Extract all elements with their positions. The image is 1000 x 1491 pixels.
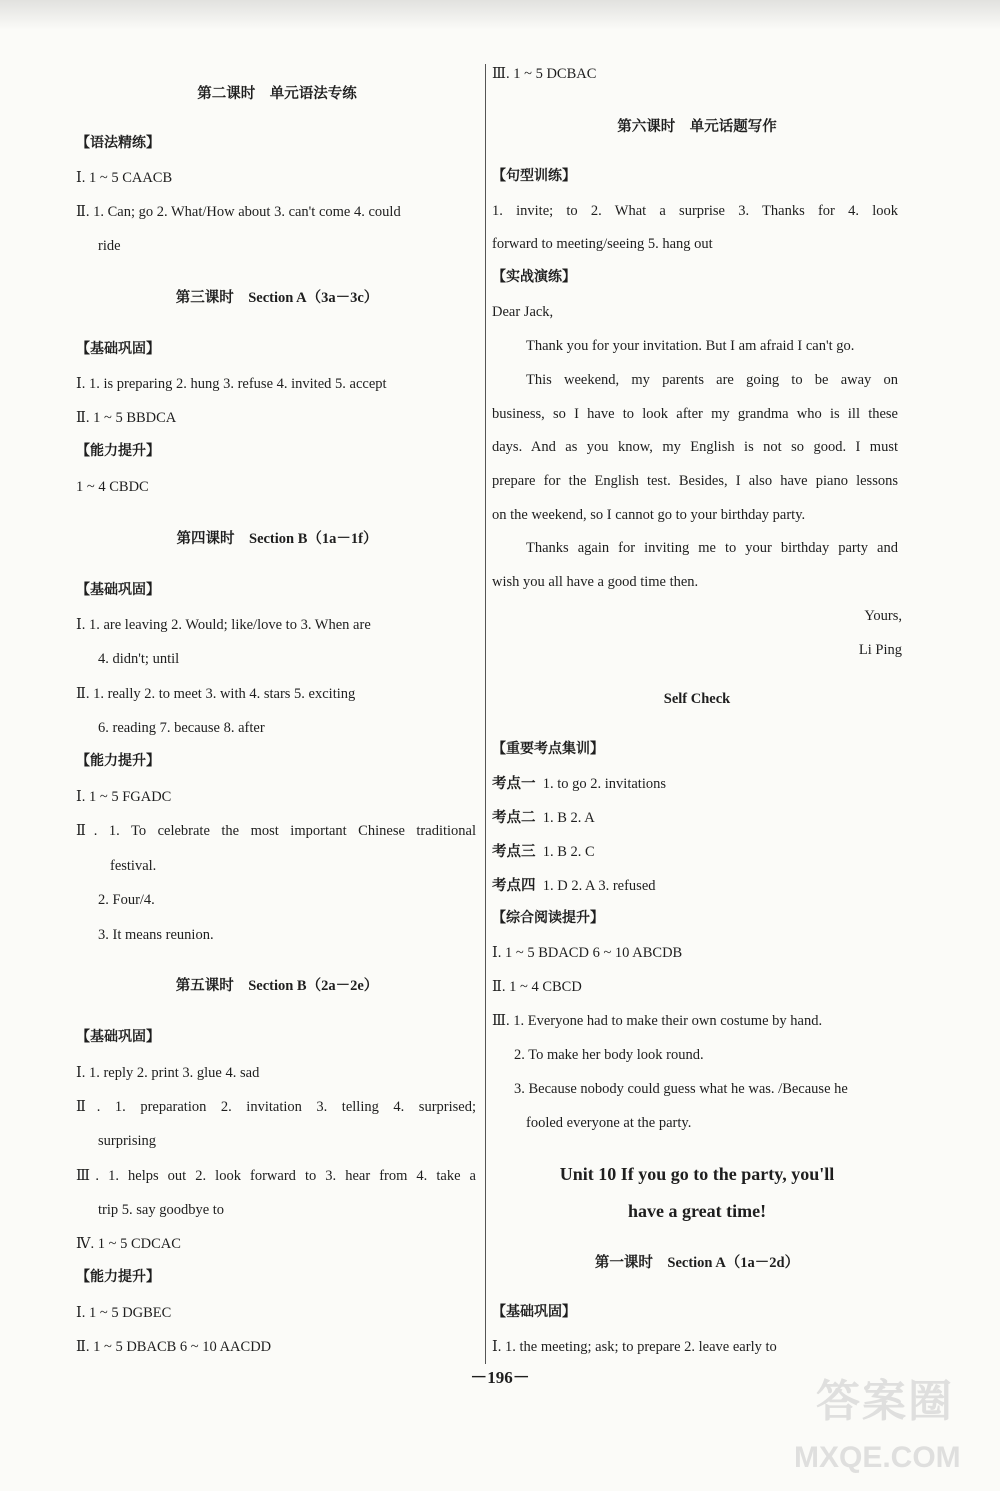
section-tag: 【基础巩固】 <box>76 1030 160 1045</box>
answer-line: Ⅲ. 1. helps out 2. look forward to 3. hear from 4. take a <box>76 1168 476 1184</box>
answer-line: Ⅳ. 1 ~ 5 CDCAC <box>76 1236 181 1252</box>
key-point-answers: 1. D 2. A 3. refused <box>542 878 656 894</box>
lesson-heading: 第一课时 Section A（1a－2d） <box>594 1255 800 1271</box>
letter-line: Thank you for your invitation. But I am afraid I can't go. <box>526 338 855 354</box>
key-point-answers: 1. B 2. C <box>542 844 595 860</box>
answer-line <box>492 842 595 862</box>
watermark-text: 答案圈 <box>816 1377 954 1426</box>
answer-line: surprising <box>98 1133 156 1149</box>
answer-line: 6. reading 7. because 8. after <box>98 720 265 736</box>
answer-line: 2. Four/4. <box>98 892 155 908</box>
answer-line: Ⅱ. 1 ~ 5 DBACB 6 ~ 10 AACDD <box>76 1339 272 1355</box>
answer-line: Ⅱ. 1. Can; go 2. What/How about 3. can't come 4. could <box>76 204 401 220</box>
column-divider <box>485 64 486 1364</box>
answer-line: 3. It means reunion. <box>98 927 214 943</box>
key-point-label: 考点二 <box>492 810 536 826</box>
answer-line: festival. <box>110 858 157 874</box>
section-tag: 【重要考点集训】 <box>492 742 604 757</box>
letter-line: on the weekend, so I cannot go to your birthday party. <box>492 507 806 523</box>
answer-line: fooled everyone at the party. <box>526 1115 692 1131</box>
section-tag: 【能力提升】 <box>76 444 160 459</box>
watermark-url: MXQE.COM <box>794 1441 961 1474</box>
section-tag: 【基础巩固】 <box>76 342 160 357</box>
answer-line <box>492 774 666 794</box>
lesson-heading: 第二课时 单元语法专练 <box>197 86 357 102</box>
answer-line: Ⅰ. 1 ~ 5 CAACB <box>76 170 173 186</box>
answer-line: Ⅰ. 1. reply 2. print 3. glue 4. sad <box>76 1065 260 1081</box>
answer-line: 1 ~ 4 CBDC <box>76 479 149 495</box>
answer-line <box>492 876 656 896</box>
answer-line: ride <box>98 238 121 254</box>
letter-line: days. And as you know, my English is not so good. I must <box>492 439 898 455</box>
section-tag: 【能力提升】 <box>76 754 160 769</box>
key-point-label: 考点四 <box>492 878 536 894</box>
answer-line: Ⅱ. 1 ~ 5 BBDCA <box>76 410 177 426</box>
page-number: －196－ <box>470 1368 530 1387</box>
answer-line: Ⅰ. 1 ~ 5 BDACD 6 ~ 10 ABCDB <box>492 945 683 961</box>
letter-line: wish you all have a good time then. <box>492 574 699 590</box>
key-point-label: 考点三 <box>492 844 536 860</box>
key-point-answers: 1. B 2. A <box>542 810 595 826</box>
scan-shadow <box>0 0 1000 30</box>
answer-line: Ⅲ. 1 ~ 5 DCBAC <box>492 66 597 82</box>
answer-line: trip 5. say goodbye to <box>98 1202 225 1218</box>
answer-line: 3. Because nobody could guess what he was. /Because he <box>514 1081 848 1097</box>
section-tag: 【句型训练】 <box>492 169 576 184</box>
answer-line: Ⅰ. 1 ~ 5 DGBEC <box>76 1305 172 1321</box>
section-tag: 【基础巩固】 <box>76 583 160 598</box>
section-tag: 【语法精练】 <box>76 136 160 151</box>
section-tag: 【能力提升】 <box>76 1270 160 1285</box>
answer-line: Ⅱ. 1 ~ 4 CBCD <box>492 979 582 995</box>
answer-line: Ⅱ. 1. really 2. to meet 3. with 4. stars 5. exciting <box>76 686 356 702</box>
lesson-heading: 第六课时 单元话题写作 <box>617 119 777 135</box>
letter-closing: Yours, <box>864 608 902 624</box>
letter-line: This weekend, my parents are going to be away on <box>526 372 898 388</box>
letter-line: business, so I have to look after my grandma who is ill these <box>492 406 898 422</box>
letter-greeting: Dear Jack, <box>492 304 554 320</box>
answer-line: Ⅱ. 1. preparation 2. invitation 3. telling 4. surprised; <box>76 1099 476 1115</box>
answer-line <box>492 808 595 828</box>
letter-signature: Li Ping <box>858 642 902 658</box>
answer-line: 2. To make her body look round. <box>514 1047 704 1063</box>
watermark-logo <box>794 1365 974 1475</box>
unit-title: have a great time! <box>627 1201 767 1221</box>
lesson-heading: 第五课时 Section B（2a－2e） <box>175 978 379 994</box>
lesson-heading: 第三课时 Section A（3a－3c） <box>175 290 379 306</box>
letter-line: prepare for the English test. Besides, I also have piano lessons <box>492 473 898 489</box>
key-point-label: 考点一 <box>492 776 536 792</box>
section-tag: 【综合阅读提升】 <box>492 911 604 926</box>
answer-line: Ⅰ. 1. are leaving 2. Would; like/love to 3. When are <box>76 617 371 633</box>
answer-line: 1. invite; to 2. What a surprise 3. Thanks for 4. look <box>492 203 898 219</box>
answer-line: forward to meeting/seeing 5. hang out <box>492 236 713 252</box>
answer-line: Ⅰ. 1. is preparing 2. hung 3. refuse 4. invited 5. accept <box>76 376 387 392</box>
lesson-heading: Self Check <box>663 691 731 707</box>
answer-line: 4. didn't; until <box>98 651 180 667</box>
letter-line: Thanks again for inviting me to your birthday party and <box>526 540 898 556</box>
answer-line: Ⅲ. 1. Everyone had to make their own costume by hand. <box>492 1013 823 1029</box>
lesson-heading: 第四课时 Section B（1a－1f） <box>176 531 378 547</box>
key-point-answers: 1. to go 2. invitations <box>542 776 666 792</box>
section-tag: 【实战演练】 <box>492 270 576 285</box>
answer-line: Ⅰ. 1 ~ 5 FGADC <box>76 789 172 805</box>
section-tag: 【基础巩固】 <box>492 1305 576 1320</box>
unit-title: Unit 10 If you go to the party, you'll <box>559 1164 835 1184</box>
answer-line: Ⅰ. 1. the meeting; ask; to prepare 2. leave early to <box>492 1339 777 1355</box>
answer-line: Ⅱ. 1. To celebrate the most important Chinese traditional <box>76 823 476 839</box>
